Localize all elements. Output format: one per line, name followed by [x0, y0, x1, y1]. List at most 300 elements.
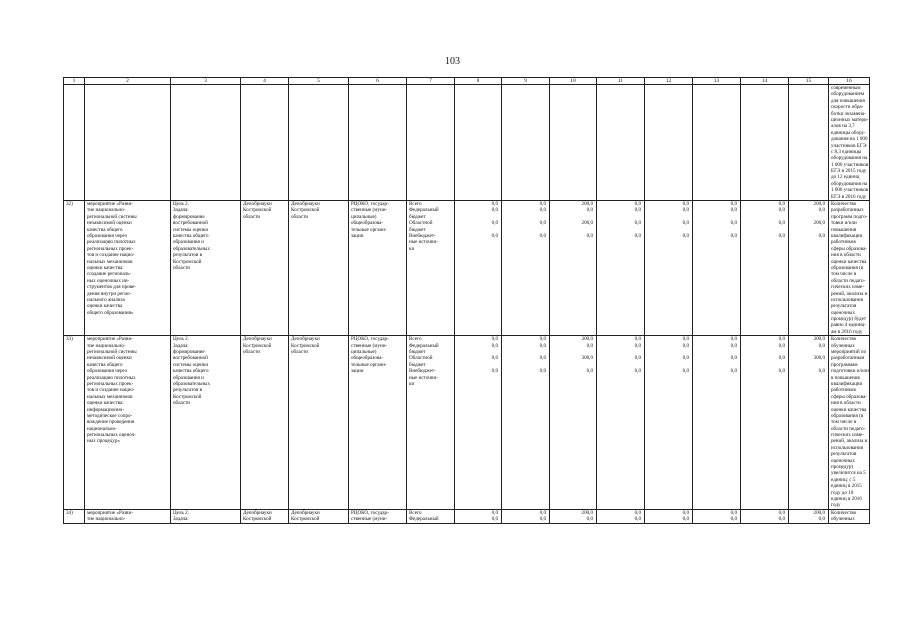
text-line: Костромской — [173, 258, 202, 265]
value-cell-col8 — [455, 201, 502, 336]
text-line: системы оценки — [173, 361, 209, 368]
text-line: оценочных — [831, 457, 855, 464]
empty-cell — [349, 85, 407, 201]
text-line: единиц: с 5 — [831, 476, 856, 483]
funding-value: 0,0 — [539, 220, 546, 227]
funding-source-label: ки — [409, 245, 415, 252]
column-number-1: 1 — [64, 78, 85, 85]
text-line: образовательных — [173, 245, 210, 252]
funding-value: 0,0 — [586, 342, 593, 349]
text-line: Количество — [831, 509, 857, 516]
text-line: востребованной — [173, 355, 208, 362]
funding-value: 0,0 — [818, 342, 825, 349]
text-line: оценки качества — [831, 406, 867, 413]
funding-source-cell — [407, 509, 455, 523]
text-line: мероприятий по — [831, 349, 867, 356]
text-line: Задача: — [173, 342, 189, 349]
text-line: том числе в — [831, 419, 857, 426]
text-line: оценки качества — [831, 258, 867, 265]
funding-value: 0,0 — [491, 201, 498, 208]
funding-value: 0,0 — [491, 355, 498, 362]
text-line: оборудованием — [831, 91, 865, 98]
spacer — [791, 246, 826, 252]
funding-value: 0,0 — [491, 342, 498, 349]
text-line: системы оценки — [173, 226, 209, 233]
indicator-cell — [829, 336, 870, 510]
funding-value: 0,0 — [586, 368, 593, 375]
text-line: области — [243, 349, 261, 356]
funding-value: 0,0 — [539, 368, 546, 375]
text-line: рений, анализа и — [831, 290, 868, 297]
text-line: формирование — [173, 349, 205, 356]
text-line: товки и/или — [831, 220, 857, 227]
text-line: зации — [351, 232, 364, 239]
funding-value: 0,0 — [491, 207, 498, 214]
text-line: результатов в — [173, 252, 202, 259]
funding-value: 0,0 — [539, 232, 546, 239]
funding-value: 300,0 — [813, 355, 825, 362]
funding-value: 0,0 — [539, 342, 546, 349]
text-line: алов на 3,7 — [831, 123, 855, 130]
column-number-2: 2 — [85, 78, 171, 85]
text-line: Костромской — [291, 207, 320, 214]
value-cell-col12 — [645, 509, 693, 523]
text-line: единицы обору- — [831, 129, 866, 136]
funding-value: 0,0 — [730, 201, 737, 208]
column-number-3: 3 — [171, 78, 241, 85]
column-number-9: 9 — [502, 78, 550, 85]
table-row — [64, 509, 870, 523]
funding-value: 0,0 — [491, 516, 498, 523]
empty-cell — [407, 85, 455, 201]
funding-value: 0,0 — [730, 232, 737, 239]
text-line: методическое сопро- — [87, 412, 133, 419]
text-line: Костромской — [243, 516, 272, 523]
value-cell-col11 — [597, 509, 645, 523]
text-line: процедур) — [831, 464, 854, 471]
funding-source-label: ки — [409, 380, 415, 387]
column-number-12: 12 — [645, 78, 693, 85]
text-line: струментов для прове- — [87, 284, 137, 291]
value-cell-col15 — [789, 336, 829, 510]
table-row — [64, 201, 870, 336]
text-line: тие национально- — [87, 207, 126, 214]
text-line: Депобрнауки — [243, 201, 272, 208]
funding-value: 0,0 — [682, 336, 689, 343]
text-line: РЦОКО, государ- — [351, 201, 389, 208]
text-line: области педаго- — [831, 425, 866, 432]
funding-value: 200,0 — [581, 220, 593, 227]
spacer — [457, 246, 499, 252]
value-cell-col9 — [502, 201, 550, 336]
text-line: региональной системы — [87, 213, 137, 220]
text-line: формирование — [173, 213, 205, 220]
funding-value: 0,0 — [682, 232, 689, 239]
text-line: Задача: — [173, 207, 189, 214]
text-line: равно 4 единиц- — [831, 322, 866, 329]
text-line: общеобразова- — [351, 355, 384, 362]
text-line: программам — [831, 361, 858, 368]
funding-value: 0,0 — [634, 509, 641, 516]
text-line: тие национально- — [87, 516, 126, 523]
empty-cell — [455, 85, 502, 201]
text-line: подготовки и/или — [831, 368, 869, 375]
text-line: в повышения — [831, 374, 860, 381]
text-line: сферы образова- — [831, 245, 867, 252]
funding-value: 0,0 — [491, 220, 498, 227]
text-line: увеличится на 5 — [831, 470, 866, 477]
funding-value: 300,0 — [581, 355, 593, 362]
empty-cell — [502, 85, 550, 201]
text-line: образовательных — [173, 380, 210, 387]
funding-value: 300,0 — [813, 336, 825, 343]
value-cell-col8 — [455, 509, 502, 523]
column-number-11: 11 — [597, 78, 645, 85]
text-line: тов и создание нацио- — [87, 387, 135, 394]
spacer — [743, 246, 786, 252]
funding-value: 0,0 — [682, 509, 689, 516]
text-line: общеобразова- — [351, 220, 384, 227]
spacer — [457, 381, 499, 387]
text-line: независимой оценки — [87, 220, 132, 227]
text-line: работников — [831, 239, 856, 246]
funding-source-label: Федеральный — [409, 207, 439, 214]
text-line: единиц в 2015 — [831, 483, 862, 490]
text-line: повышения — [831, 226, 857, 233]
funding-source-label: бюджет — [409, 213, 426, 220]
text-line: информационно- — [87, 406, 124, 413]
funding-source-label: бюджет — [409, 349, 426, 356]
row-number: 33) — [64, 336, 85, 510]
value-cell-col10 — [550, 201, 597, 336]
text-line: году — [831, 502, 841, 509]
text-line: Депобрнауки — [291, 509, 320, 516]
text-line: результатов — [831, 451, 857, 458]
text-line: дования на 1 000 — [831, 136, 868, 143]
activity-name — [85, 201, 171, 336]
column-number-13: 13 — [693, 78, 741, 85]
column-number-6: 6 — [349, 78, 407, 85]
spacer — [791, 381, 826, 387]
text-line: 1 000 участников — [831, 187, 869, 194]
text-line: Костромской — [243, 342, 272, 349]
empty-cell — [645, 85, 693, 201]
column-number-16: 16 — [829, 78, 870, 85]
text-line: дения внутри регио- — [87, 290, 132, 297]
responsible-cell — [241, 336, 289, 510]
value-cell-col14 — [741, 201, 789, 336]
funding-value: 200,0 — [813, 201, 825, 208]
spacer — [599, 246, 642, 252]
funding-value: 0,0 — [491, 336, 498, 343]
text-line: квалификации — [831, 380, 863, 387]
text-line: мероприятие «Разви- — [87, 336, 133, 343]
value-cell-col12 — [645, 336, 693, 510]
text-line: зации — [351, 368, 364, 375]
text-line: Костромской — [173, 393, 202, 400]
funding-value: 0,0 — [682, 368, 689, 375]
funding-value: 0,0 — [730, 355, 737, 362]
funding-value: 200,0 — [581, 509, 593, 516]
text-line: качества общего — [87, 361, 123, 368]
page-number: 103 — [445, 56, 460, 67]
funding-source-label: Областной — [409, 220, 433, 227]
funding-value: 0,0 — [730, 516, 737, 523]
funding-value: 0,0 — [730, 509, 737, 516]
spacer — [552, 246, 594, 252]
text-line: Количество — [831, 336, 857, 343]
text-line: оборудования на — [831, 180, 868, 187]
text-line: общего образования» — [87, 309, 134, 316]
text-line: ционных матери- — [831, 116, 869, 123]
text-line: ных процедур» — [87, 438, 120, 445]
text-line: реализацию пилотных — [87, 239, 136, 246]
text-line: году до 10 — [831, 489, 854, 496]
text-line: реализацию пилотных — [87, 374, 136, 381]
value-cell-col9 — [502, 509, 550, 523]
text-line: образования через — [87, 368, 127, 375]
responsible-cell — [241, 201, 289, 336]
text-line: скорости обра- — [831, 104, 864, 111]
value-cell-col9 — [502, 336, 550, 510]
funding-value: 0,0 — [634, 207, 641, 214]
funding-value: 0,0 — [778, 516, 785, 523]
funding-value: 0,0 — [778, 336, 785, 343]
text-line: вождение проведения — [87, 419, 135, 426]
funding-value: 0,0 — [682, 201, 689, 208]
text-line: образования через — [87, 232, 127, 239]
text-line: квалификации — [831, 232, 863, 239]
text-line: использования — [831, 296, 863, 303]
text-line: Цель 2. — [173, 201, 189, 208]
value-cell-col15 — [789, 201, 829, 336]
value-cell-col11 — [597, 201, 645, 336]
text-line: ния в области — [831, 400, 861, 407]
funding-source-cell — [407, 336, 455, 510]
participants-cell — [349, 336, 407, 510]
value-cell-col14 — [741, 509, 789, 523]
text-line: ственные (муни- — [351, 342, 388, 349]
funding-value: 0,0 — [778, 368, 785, 375]
text-line: Костромской — [291, 516, 320, 523]
funding-value: 0,0 — [539, 516, 546, 523]
funding-source-label: Всего — [409, 201, 422, 208]
goal-cell — [171, 336, 241, 510]
text-line: ам в 2016 году — [831, 328, 863, 335]
text-line: Депобрнауки — [291, 336, 320, 343]
funding-value: 0,0 — [682, 342, 689, 349]
funding-value: 0,0 — [730, 220, 737, 227]
funding-value: 0,0 — [682, 220, 689, 227]
table-row — [64, 336, 870, 510]
funding-value: 0,0 — [682, 355, 689, 362]
text-line: процедур) будет — [831, 316, 867, 323]
text-line: Задача: — [173, 516, 189, 523]
funding-value: 0,0 — [818, 516, 825, 523]
funding-value: 0,0 — [730, 342, 737, 349]
text-line: Депобрнауки — [243, 509, 272, 516]
text-line: использования — [831, 444, 863, 451]
text-line: РЦОКО, государ- — [351, 509, 389, 516]
text-line: программ подго- — [831, 213, 868, 220]
empty-cell — [741, 85, 789, 201]
funding-value: 0,0 — [730, 336, 737, 343]
text-line: с 8,3 единицы — [831, 148, 862, 155]
funding-value: 0,0 — [586, 207, 593, 214]
text-line: ных оценочных ин- — [87, 277, 130, 284]
column-number-10: 10 — [550, 78, 597, 85]
funding-value: 0,0 — [586, 232, 593, 239]
value-cell-col11 — [597, 336, 645, 510]
funding-value: 0,0 — [778, 201, 785, 208]
text-line: области — [291, 213, 309, 220]
text-line: ципальные) — [351, 349, 377, 356]
text-line: тов и создание нацио- — [87, 252, 135, 259]
funding-value: 0,0 — [634, 342, 641, 349]
value-cell-col10 — [550, 509, 597, 523]
funding-source-label: бюджет — [409, 361, 426, 368]
text-line: независимой оценки — [87, 355, 132, 362]
text-line: обученных — [831, 342, 855, 349]
text-line: Цель 2. — [173, 509, 189, 516]
empty-cell — [85, 85, 171, 201]
coexecutor-cell — [289, 336, 349, 510]
text-line: ственные (муни- — [351, 207, 388, 214]
row-number: 34) — [64, 509, 85, 523]
text-line: мероприятие «Разви- — [87, 201, 133, 208]
text-line: гических изме- — [831, 432, 864, 439]
funding-source-label: Внебюджет- — [409, 232, 436, 239]
funding-value: 300,0 — [581, 336, 593, 343]
funding-value: 0,0 — [682, 207, 689, 214]
text-line: ЕГЭ в 2015 году — [831, 168, 867, 175]
column-number-15: 15 — [789, 78, 829, 85]
value-cell-col10 — [550, 336, 597, 510]
text-line: участников ЕГЭ: — [831, 142, 868, 149]
text-line: Цель 2. — [173, 336, 189, 343]
value-cell-col13 — [693, 509, 741, 523]
row-number: 32) — [64, 201, 85, 336]
empty-cell — [597, 85, 645, 201]
funding-source-label: ные источни- — [409, 239, 438, 246]
text-line: РЦОКО, государ- — [351, 336, 389, 343]
funding-value: 0,0 — [491, 368, 498, 375]
spacer — [695, 381, 738, 387]
value-cell-col12 — [645, 201, 693, 336]
funding-value: 0,0 — [818, 207, 825, 214]
text-line: региональных оценоч- — [87, 432, 136, 439]
header-row — [64, 78, 870, 85]
funding-source-label: Областной — [409, 355, 433, 362]
spacer — [504, 246, 547, 252]
responsible-cell — [241, 509, 289, 523]
text-line: региональных проек- — [87, 245, 134, 252]
text-line: национально- — [87, 425, 117, 432]
empty-cell — [693, 85, 741, 201]
text-line: востребованной — [173, 220, 208, 227]
text-line: ЕГЭ в 2016 году — [831, 193, 867, 200]
goal-cell — [171, 201, 241, 336]
funding-value: 200,0 — [581, 201, 593, 208]
empty-cell — [171, 85, 241, 201]
participants-cell — [349, 509, 407, 523]
empty-cell — [241, 85, 289, 201]
text-line: 1 000 участников — [831, 161, 869, 168]
text-line: Депобрнауки — [243, 336, 272, 343]
text-line: области — [173, 264, 191, 271]
text-line: единиц в 2016 — [831, 496, 862, 502]
text-line: гических изме- — [831, 284, 864, 291]
text-line: работников — [831, 387, 856, 394]
text-line: региональной системы — [87, 349, 137, 356]
text-line: образования (в — [831, 264, 864, 271]
text-line: оборудования на — [831, 155, 868, 162]
funding-value: 0,0 — [730, 368, 737, 375]
text-line: области — [173, 400, 191, 407]
text-line: области — [243, 213, 261, 220]
funding-value: 0,0 — [634, 336, 641, 343]
funding-value: 0,0 — [491, 509, 498, 516]
column-number-14: 14 — [741, 78, 789, 85]
funding-source-label: Федеральный — [409, 516, 439, 523]
value-cell-col8 — [455, 336, 502, 510]
spacer — [695, 246, 738, 252]
text-line: том числе в — [831, 271, 857, 278]
text-line: области педаго- — [831, 277, 866, 284]
funding-value: 0,0 — [539, 201, 546, 208]
text-line: образования и — [173, 374, 204, 381]
funding-value: 0,0 — [818, 368, 825, 375]
text-line: оценки качества: — [87, 400, 124, 407]
text-line: рений, анализа и — [831, 438, 868, 445]
spacer — [647, 381, 690, 387]
text-line: области — [291, 349, 309, 356]
funding-value: 0,0 — [778, 232, 785, 239]
text-line: разработанных — [831, 207, 864, 214]
text-line: ципальные) — [351, 213, 377, 220]
text-line: тельные органи- — [351, 361, 387, 368]
text-line: мероприятие «Разви- — [87, 509, 133, 516]
funding-source-label: бюджет — [409, 226, 426, 233]
text-line: качества общего — [173, 368, 209, 375]
empty-cell — [64, 85, 85, 201]
funding-value: 0,0 — [634, 201, 641, 208]
funding-value: 0,0 — [634, 220, 641, 227]
text-line: нальных механизмов — [87, 258, 133, 265]
activity-name — [85, 509, 171, 523]
text-line: нального анализа — [87, 296, 125, 303]
funding-value: 0,0 — [730, 207, 737, 214]
text-line: Депобрнауки — [291, 201, 320, 208]
spacer — [599, 381, 642, 387]
funding-source-label: Внебюджет- — [409, 368, 436, 375]
funding-value: 200,0 — [813, 509, 825, 516]
value-cell-col13 — [693, 336, 741, 510]
funding-value: 0,0 — [539, 207, 546, 214]
text-line: для повышения — [831, 97, 865, 104]
text-line: сферы образова- — [831, 393, 867, 400]
empty-cell — [789, 85, 829, 201]
value-cell-col15 — [789, 509, 829, 523]
funding-value: 0,0 — [539, 336, 546, 343]
empty-cell — [550, 85, 597, 201]
text-line: ния в области — [831, 252, 861, 259]
goal-cell — [171, 509, 241, 523]
funding-value: 0,0 — [818, 232, 825, 239]
text-line: ботки экзамена- — [831, 110, 866, 117]
text-line: до 12 единиц — [831, 174, 860, 181]
value-cell-col13 — [693, 201, 741, 336]
